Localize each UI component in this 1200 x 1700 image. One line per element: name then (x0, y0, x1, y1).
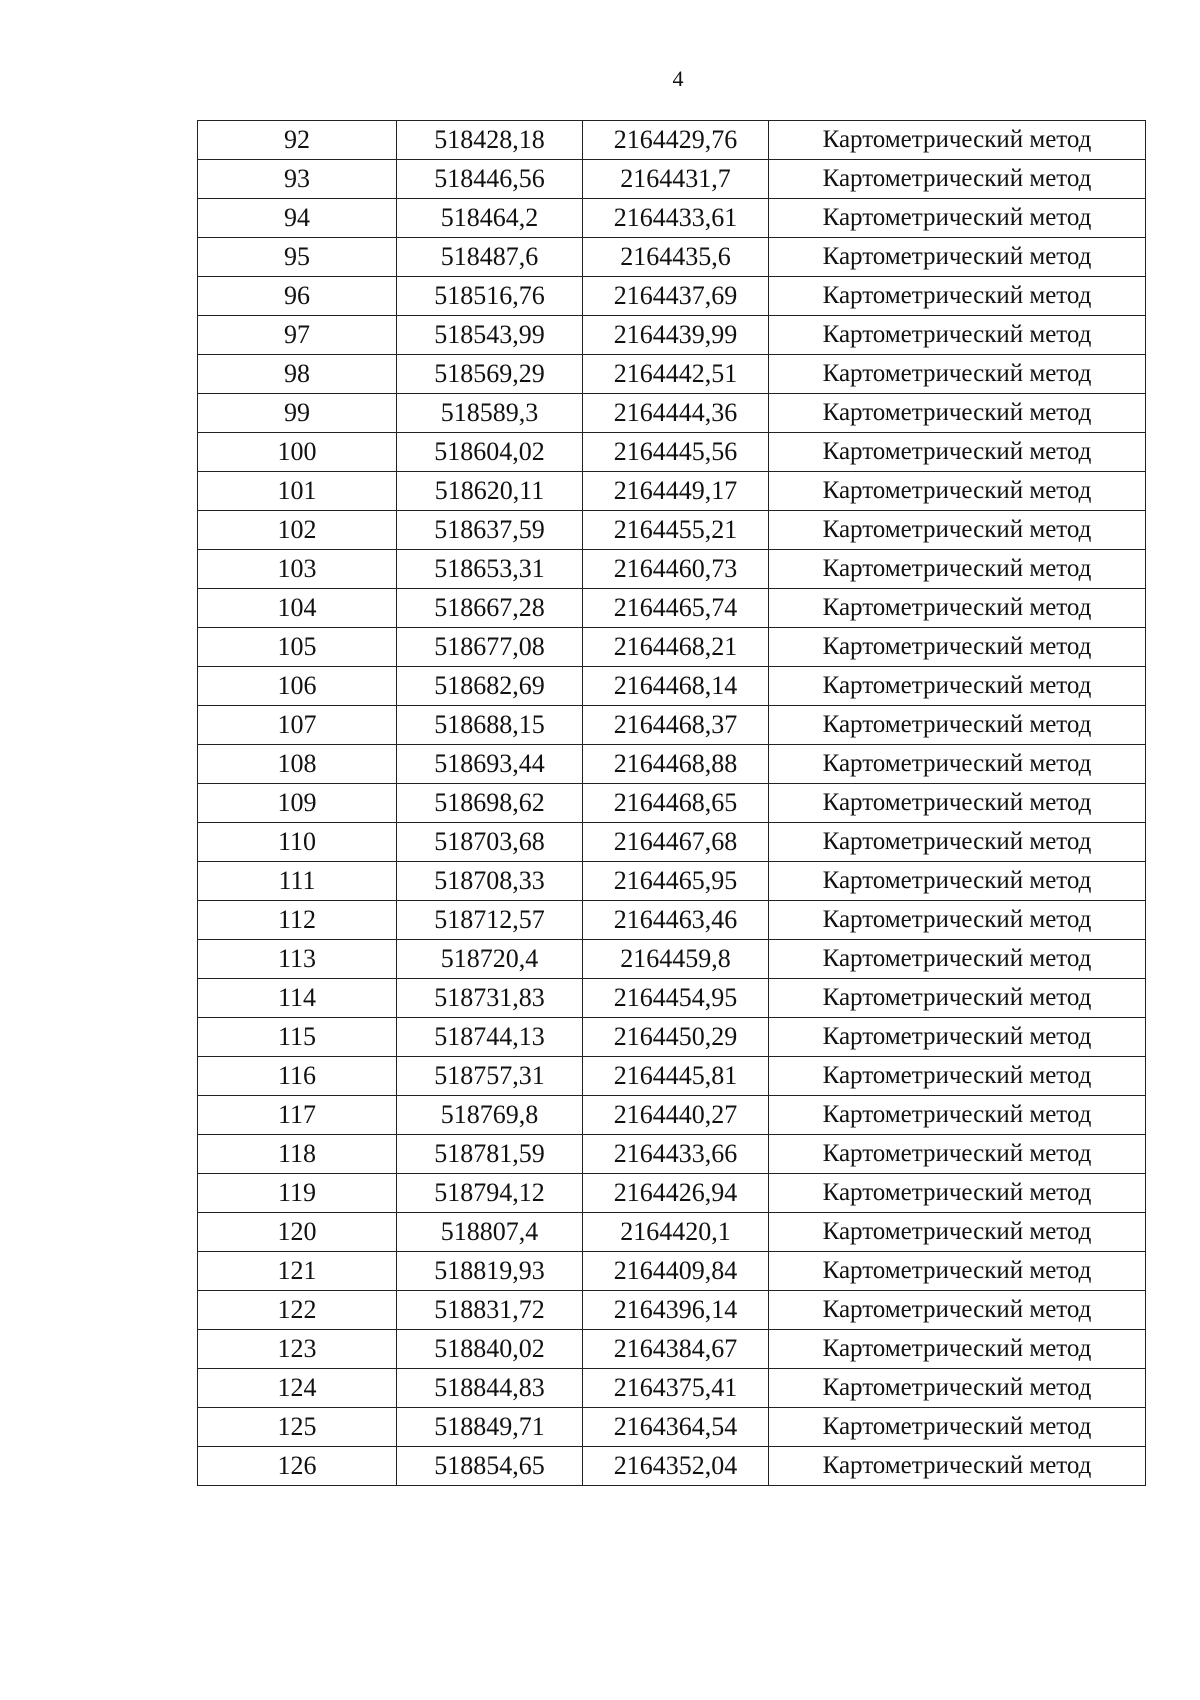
point-number-cell: 118 (198, 1135, 397, 1174)
method-cell: Картометрический метод (769, 1096, 1146, 1135)
point-number-cell: 111 (198, 862, 397, 901)
x-coordinate-cell: 518807,4 (397, 1213, 583, 1252)
point-number-cell: 99 (198, 394, 397, 433)
method-cell: Картометрический метод (769, 277, 1146, 316)
y-coordinate-cell: 2164468,37 (583, 706, 769, 745)
x-coordinate-cell: 518712,57 (397, 901, 583, 940)
table-row (198, 238, 1146, 277)
table-row (198, 394, 1146, 433)
point-number-cell: 97 (198, 316, 397, 355)
y-coordinate-cell: 2164426,94 (583, 1174, 769, 1213)
table-row (198, 1330, 1146, 1369)
y-coordinate-cell: 2164433,61 (583, 199, 769, 238)
x-coordinate-cell: 518569,29 (397, 355, 583, 394)
table-row (198, 1096, 1146, 1135)
method-cell: Картометрический метод (769, 1447, 1146, 1486)
x-coordinate-cell: 518446,56 (397, 160, 583, 199)
x-coordinate-cell: 518516,76 (397, 277, 583, 316)
table-row (198, 940, 1146, 979)
method-cell: Картометрический метод (769, 511, 1146, 550)
x-coordinate-cell: 518637,59 (397, 511, 583, 550)
point-number-cell: 115 (198, 1018, 397, 1057)
point-number-cell: 92 (198, 121, 397, 160)
x-coordinate-cell: 518428,18 (397, 121, 583, 160)
table-row (198, 121, 1146, 160)
table-row (198, 1369, 1146, 1408)
method-cell: Картометрический метод (769, 433, 1146, 472)
point-number-cell: 108 (198, 745, 397, 784)
table-row (198, 1252, 1146, 1291)
x-coordinate-cell: 518653,31 (397, 550, 583, 589)
method-cell: Картометрический метод (769, 199, 1146, 238)
method-cell: Картометрический метод (769, 979, 1146, 1018)
y-coordinate-cell: 2164429,76 (583, 121, 769, 160)
method-cell: Картометрический метод (769, 1174, 1146, 1213)
point-number-cell: 107 (198, 706, 397, 745)
table-row (198, 784, 1146, 823)
y-coordinate-cell: 2164439,99 (583, 316, 769, 355)
method-cell: Картометрический метод (769, 472, 1146, 511)
point-number-cell: 110 (198, 823, 397, 862)
y-coordinate-cell: 2164375,41 (583, 1369, 769, 1408)
y-coordinate-cell: 2164445,81 (583, 1057, 769, 1096)
x-coordinate-cell: 518698,62 (397, 784, 583, 823)
point-number-cell: 119 (198, 1174, 397, 1213)
table-row (198, 1291, 1146, 1330)
point-number-cell: 121 (198, 1252, 397, 1291)
method-cell: Картометрический метод (769, 628, 1146, 667)
point-number-cell: 106 (198, 667, 397, 706)
point-number-cell: 102 (198, 511, 397, 550)
table-row (198, 355, 1146, 394)
point-number-cell: 94 (198, 199, 397, 238)
method-cell: Картометрический метод (769, 316, 1146, 355)
y-coordinate-cell: 2164433,66 (583, 1135, 769, 1174)
y-coordinate-cell: 2164468,21 (583, 628, 769, 667)
method-cell: Картометрический метод (769, 589, 1146, 628)
table-row (198, 199, 1146, 238)
point-number-cell: 112 (198, 901, 397, 940)
point-number-cell: 98 (198, 355, 397, 394)
x-coordinate-cell: 518703,68 (397, 823, 583, 862)
method-cell: Картометрический метод (769, 823, 1146, 862)
y-coordinate-cell: 2164437,69 (583, 277, 769, 316)
y-coordinate-cell: 2164444,36 (583, 394, 769, 433)
x-coordinate-cell: 518731,83 (397, 979, 583, 1018)
x-coordinate-cell: 518854,65 (397, 1447, 583, 1486)
table-row (198, 160, 1146, 199)
x-coordinate-cell: 518487,6 (397, 238, 583, 277)
table-row (198, 823, 1146, 862)
x-coordinate-cell: 518693,44 (397, 745, 583, 784)
x-coordinate-cell: 518720,4 (397, 940, 583, 979)
x-coordinate-cell: 518543,99 (397, 316, 583, 355)
table-row (198, 1135, 1146, 1174)
y-coordinate-cell: 2164409,84 (583, 1252, 769, 1291)
table-row (198, 1057, 1146, 1096)
point-number-cell: 96 (198, 277, 397, 316)
point-number-cell: 105 (198, 628, 397, 667)
x-coordinate-cell: 518677,08 (397, 628, 583, 667)
page-number: 4 (672, 66, 684, 91)
x-coordinate-cell: 518849,71 (397, 1408, 583, 1447)
point-number-cell: 113 (198, 940, 397, 979)
method-cell: Картометрический метод (769, 901, 1146, 940)
method-cell: Картометрический метод (769, 1408, 1146, 1447)
method-cell: Картометрический метод (769, 940, 1146, 979)
table-row (198, 472, 1146, 511)
table-row (198, 1408, 1146, 1447)
method-cell: Картометрический метод (769, 1252, 1146, 1291)
x-coordinate-cell: 518844,83 (397, 1369, 583, 1408)
y-coordinate-cell: 2164463,46 (583, 901, 769, 940)
table-row (198, 433, 1146, 472)
method-cell: Картометрический метод (769, 1213, 1146, 1252)
point-number-cell: 124 (198, 1369, 397, 1408)
x-coordinate-cell: 518819,93 (397, 1252, 583, 1291)
y-coordinate-cell: 2164420,1 (583, 1213, 769, 1252)
point-number-cell: 109 (198, 784, 397, 823)
method-cell: Картометрический метод (769, 667, 1146, 706)
y-coordinate-cell: 2164396,14 (583, 1291, 769, 1330)
method-cell: Картометрический метод (769, 394, 1146, 433)
y-coordinate-cell: 2164467,68 (583, 823, 769, 862)
y-coordinate-cell: 2164460,73 (583, 550, 769, 589)
y-coordinate-cell: 2164384,67 (583, 1330, 769, 1369)
y-coordinate-cell: 2164442,51 (583, 355, 769, 394)
x-coordinate-cell: 518620,11 (397, 472, 583, 511)
method-cell: Картометрический метод (769, 1291, 1146, 1330)
table-row (198, 1213, 1146, 1252)
x-coordinate-cell: 518831,72 (397, 1291, 583, 1330)
method-cell: Картометрический метод (769, 1057, 1146, 1096)
table-row (198, 1174, 1146, 1213)
table-row (198, 901, 1146, 940)
x-coordinate-cell: 518794,12 (397, 1174, 583, 1213)
x-coordinate-cell: 518769,8 (397, 1096, 583, 1135)
point-number-cell: 101 (198, 472, 397, 511)
method-cell: Картометрический метод (769, 784, 1146, 823)
method-cell: Картометрический метод (769, 706, 1146, 745)
table-row (198, 277, 1146, 316)
x-coordinate-cell: 518757,31 (397, 1057, 583, 1096)
point-number-cell: 125 (198, 1408, 397, 1447)
y-coordinate-cell: 2164468,65 (583, 784, 769, 823)
method-cell: Картометрический метод (769, 355, 1146, 394)
table-row (198, 667, 1146, 706)
method-cell: Картометрический метод (769, 862, 1146, 901)
table-row (198, 589, 1146, 628)
y-coordinate-cell: 2164459,8 (583, 940, 769, 979)
y-coordinate-cell: 2164454,95 (583, 979, 769, 1018)
y-coordinate-cell: 2164465,95 (583, 862, 769, 901)
method-cell: Картометрический метод (769, 238, 1146, 277)
method-cell: Картометрический метод (769, 1018, 1146, 1057)
y-coordinate-cell: 2164465,74 (583, 589, 769, 628)
table-row (198, 1447, 1146, 1486)
x-coordinate-cell: 518708,33 (397, 862, 583, 901)
y-coordinate-cell: 2164468,88 (583, 745, 769, 784)
table-row (198, 628, 1146, 667)
x-coordinate-cell: 518840,02 (397, 1330, 583, 1369)
point-number-cell: 103 (198, 550, 397, 589)
x-coordinate-cell: 518589,3 (397, 394, 583, 433)
y-coordinate-cell: 2164431,7 (583, 160, 769, 199)
table-row (198, 550, 1146, 589)
x-coordinate-cell: 518667,28 (397, 589, 583, 628)
coordinates-table (197, 120, 1146, 1486)
y-coordinate-cell: 2164352,04 (583, 1447, 769, 1486)
x-coordinate-cell: 518744,13 (397, 1018, 583, 1057)
y-coordinate-cell: 2164440,27 (583, 1096, 769, 1135)
coordinates-table-body (198, 121, 1146, 1486)
table-row (198, 862, 1146, 901)
y-coordinate-cell: 2164455,21 (583, 511, 769, 550)
method-cell: Картометрический метод (769, 1330, 1146, 1369)
point-number-cell: 126 (198, 1447, 397, 1486)
point-number-cell: 123 (198, 1330, 397, 1369)
point-number-cell: 95 (198, 238, 397, 277)
point-number-cell: 117 (198, 1096, 397, 1135)
method-cell: Картометрический метод (769, 160, 1146, 199)
table-row (198, 511, 1146, 550)
x-coordinate-cell: 518604,02 (397, 433, 583, 472)
method-cell: Картометрический метод (769, 745, 1146, 784)
method-cell: Картометрический метод (769, 1135, 1146, 1174)
x-coordinate-cell: 518682,69 (397, 667, 583, 706)
point-number-cell: 104 (198, 589, 397, 628)
method-cell: Картометрический метод (769, 121, 1146, 160)
y-coordinate-cell: 2164364,54 (583, 1408, 769, 1447)
point-number-cell: 122 (198, 1291, 397, 1330)
point-number-cell: 93 (198, 160, 397, 199)
table-row (198, 706, 1146, 745)
point-number-cell: 116 (198, 1057, 397, 1096)
method-cell: Картометрический метод (769, 550, 1146, 589)
table-row (198, 979, 1146, 1018)
x-coordinate-cell: 518464,2 (397, 199, 583, 238)
table-row (198, 316, 1146, 355)
point-number-cell: 114 (198, 979, 397, 1018)
y-coordinate-cell: 2164449,17 (583, 472, 769, 511)
y-coordinate-cell: 2164435,6 (583, 238, 769, 277)
method-cell: Картометрический метод (769, 1369, 1146, 1408)
y-coordinate-cell: 2164468,14 (583, 667, 769, 706)
x-coordinate-cell: 518688,15 (397, 706, 583, 745)
point-number-cell: 120 (198, 1213, 397, 1252)
x-coordinate-cell: 518781,59 (397, 1135, 583, 1174)
y-coordinate-cell: 2164450,29 (583, 1018, 769, 1057)
table-row (198, 1018, 1146, 1057)
y-coordinate-cell: 2164445,56 (583, 433, 769, 472)
table-row (198, 745, 1146, 784)
point-number-cell: 100 (198, 433, 397, 472)
